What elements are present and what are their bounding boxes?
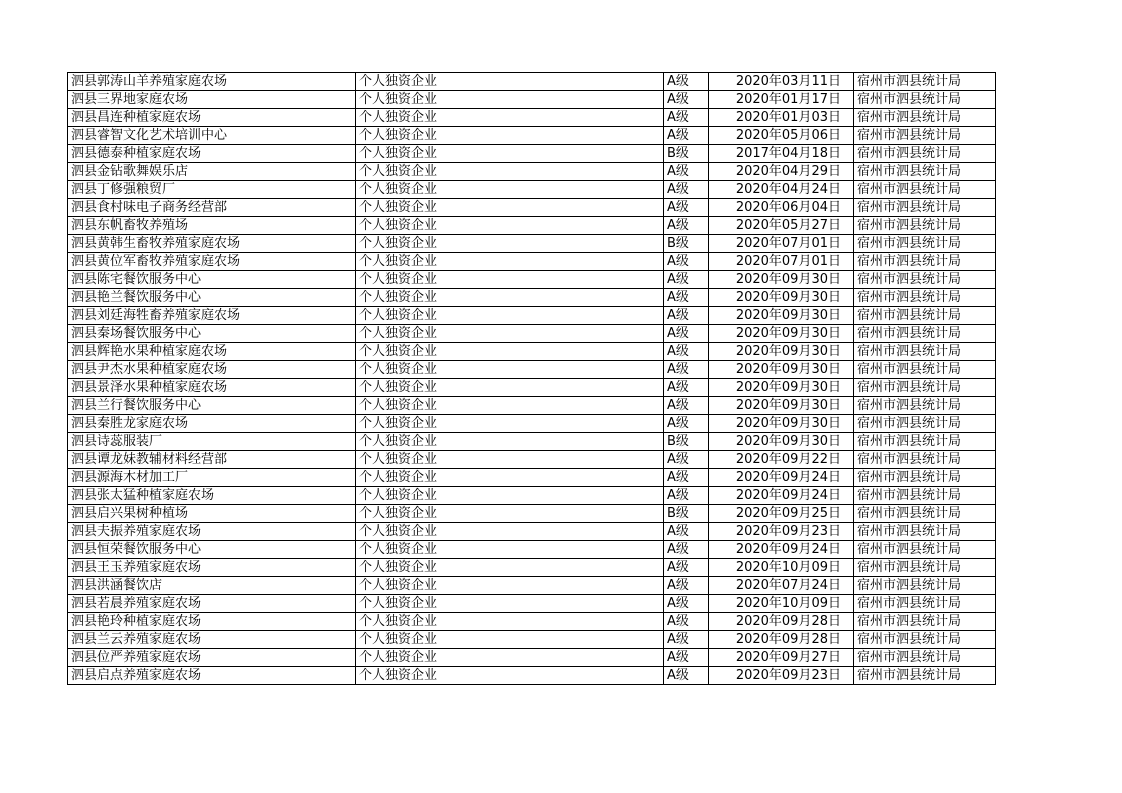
- rating-date-cell: 2020年03月11日: [709, 73, 854, 91]
- enterprise-name-cell: 泗县景泽水果种植家庭农场: [68, 379, 356, 397]
- enterprise-type-cell: 个人独资企业: [356, 613, 664, 631]
- credit-grade-cell: B级: [664, 235, 709, 253]
- credit-grade-cell: A级: [664, 559, 709, 577]
- credit-grade-cell: A级: [664, 109, 709, 127]
- rating-date-cell: 2020年09月30日: [709, 361, 854, 379]
- table-row: [68, 397, 996, 415]
- enterprise-type-cell: 个人独资企业: [356, 415, 664, 433]
- authority-cell: 宿州市泗县统计局: [854, 235, 996, 253]
- authority-cell: 宿州市泗县统计局: [854, 253, 996, 271]
- table-row: [68, 487, 996, 505]
- credit-grade-cell: A级: [664, 415, 709, 433]
- table-body: [68, 73, 996, 685]
- enterprise-name-cell: 泗县恒荣餐饮服务中心: [68, 541, 356, 559]
- enterprise-name-cell: 泗县源海木材加工厂: [68, 469, 356, 487]
- credit-grade-cell: A级: [664, 595, 709, 613]
- rating-date-cell: 2020年06月04日: [709, 199, 854, 217]
- authority-cell: 宿州市泗县统计局: [854, 667, 996, 685]
- credit-grade-cell: A级: [664, 379, 709, 397]
- rating-date-cell: 2020年09月28日: [709, 631, 854, 649]
- enterprise-type-cell: 个人独资企业: [356, 379, 664, 397]
- table-row: [68, 289, 996, 307]
- credit-grade-cell: A级: [664, 487, 709, 505]
- rating-date-cell: 2020年09月30日: [709, 307, 854, 325]
- table-row: [68, 73, 996, 91]
- rating-date-cell: 2020年07月24日: [709, 577, 854, 595]
- enterprise-name-cell: 泗县兰云养殖家庭农场: [68, 631, 356, 649]
- enterprise-type-cell: 个人独资企业: [356, 289, 664, 307]
- credit-grade-cell: A级: [664, 541, 709, 559]
- enterprise-type-cell: 个人独资企业: [356, 253, 664, 271]
- enterprise-type-cell: 个人独资企业: [356, 307, 664, 325]
- enterprise-name-cell: 泗县艳兰餐饮服务中心: [68, 289, 356, 307]
- table-row: [68, 523, 996, 541]
- rating-date-cell: 2020年10月09日: [709, 559, 854, 577]
- authority-cell: 宿州市泗县统计局: [854, 559, 996, 577]
- enterprise-name-cell: 泗县谭龙妹教辅材料经营部: [68, 451, 356, 469]
- table-row: [68, 595, 996, 613]
- enterprise-type-cell: 个人独资企业: [356, 523, 664, 541]
- enterprise-type-cell: 个人独资企业: [356, 127, 664, 145]
- rating-date-cell: 2020年09月27日: [709, 649, 854, 667]
- rating-date-cell: 2020年09月30日: [709, 433, 854, 451]
- table-row: [68, 307, 996, 325]
- authority-cell: 宿州市泗县统计局: [854, 613, 996, 631]
- credit-grade-cell: B级: [664, 505, 709, 523]
- enterprise-name-cell: 泗县启点养殖家庭农场: [68, 667, 356, 685]
- authority-cell: 宿州市泗县统计局: [854, 343, 996, 361]
- enterprise-name-cell: 泗县艳玲种植家庭农场: [68, 613, 356, 631]
- credit-grade-cell: A级: [664, 307, 709, 325]
- enterprise-credit-table: [67, 72, 996, 685]
- table-row: [68, 235, 996, 253]
- table-row: [68, 145, 996, 163]
- authority-cell: 宿州市泗县统计局: [854, 163, 996, 181]
- authority-cell: 宿州市泗县统计局: [854, 145, 996, 163]
- enterprise-name-cell: 泗县郭涛山羊养殖家庭农场: [68, 73, 356, 91]
- enterprise-type-cell: 个人独资企业: [356, 235, 664, 253]
- table-row: [68, 433, 996, 451]
- table-row: [68, 451, 996, 469]
- table-row: [68, 343, 996, 361]
- credit-grade-cell: B级: [664, 145, 709, 163]
- enterprise-name-cell: 泗县夫振养殖家庭农场: [68, 523, 356, 541]
- credit-grade-cell: A级: [664, 271, 709, 289]
- enterprise-type-cell: 个人独资企业: [356, 397, 664, 415]
- authority-cell: 宿州市泗县统计局: [854, 487, 996, 505]
- enterprise-name-cell: 泗县睿智文化艺术培训中心: [68, 127, 356, 145]
- credit-grade-cell: A级: [664, 667, 709, 685]
- enterprise-type-cell: 个人独资企业: [356, 271, 664, 289]
- credit-grade-cell: A级: [664, 343, 709, 361]
- enterprise-name-cell: 泗县陈宅餐饮服务中心: [68, 271, 356, 289]
- enterprise-type-cell: 个人独资企业: [356, 631, 664, 649]
- table-row: [68, 379, 996, 397]
- rating-date-cell: 2020年09月30日: [709, 289, 854, 307]
- enterprise-name-cell: 泗县三界地家庭农场: [68, 91, 356, 109]
- credit-grade-cell: A级: [664, 469, 709, 487]
- rating-date-cell: 2020年09月22日: [709, 451, 854, 469]
- table-row: [68, 127, 996, 145]
- enterprise-type-cell: 个人独资企业: [356, 199, 664, 217]
- authority-cell: 宿州市泗县统计局: [854, 631, 996, 649]
- authority-cell: 宿州市泗县统计局: [854, 415, 996, 433]
- authority-cell: 宿州市泗县统计局: [854, 505, 996, 523]
- authority-cell: 宿州市泗县统计局: [854, 271, 996, 289]
- table-row: [68, 541, 996, 559]
- enterprise-type-cell: 个人独资企业: [356, 487, 664, 505]
- enterprise-name-cell: 泗县辉艳水果种植家庭农场: [68, 343, 356, 361]
- table-row: [68, 217, 996, 235]
- rating-date-cell: 2020年05月06日: [709, 127, 854, 145]
- credit-grade-cell: A级: [664, 631, 709, 649]
- authority-cell: 宿州市泗县统计局: [854, 361, 996, 379]
- credit-grade-cell: A级: [664, 253, 709, 271]
- rating-date-cell: 2020年09月30日: [709, 343, 854, 361]
- enterprise-type-cell: 个人独资企业: [356, 181, 664, 199]
- authority-cell: 宿州市泗县统计局: [854, 433, 996, 451]
- table-row: [68, 199, 996, 217]
- rating-date-cell: 2020年09月25日: [709, 505, 854, 523]
- credit-grade-cell: A级: [664, 73, 709, 91]
- credit-grade-cell: A级: [664, 163, 709, 181]
- authority-cell: 宿州市泗县统计局: [854, 577, 996, 595]
- rating-date-cell: 2020年01月03日: [709, 109, 854, 127]
- rating-date-cell: 2020年09月23日: [709, 523, 854, 541]
- enterprise-name-cell: 泗县张太猛种植家庭农场: [68, 487, 356, 505]
- authority-cell: 宿州市泗县统计局: [854, 127, 996, 145]
- enterprise-type-cell: 个人独资企业: [356, 649, 664, 667]
- rating-date-cell: 2020年09月30日: [709, 325, 854, 343]
- table-row: [68, 325, 996, 343]
- enterprise-name-cell: 泗县兰行餐饮服务中心: [68, 397, 356, 415]
- authority-cell: 宿州市泗县统计局: [854, 181, 996, 199]
- rating-date-cell: 2020年04月29日: [709, 163, 854, 181]
- table-row: [68, 361, 996, 379]
- enterprise-name-cell: 泗县黄位军畜牧养殖家庭农场: [68, 253, 356, 271]
- credit-grade-cell: A级: [664, 451, 709, 469]
- enterprise-name-cell: 泗县尹杰水果种植家庭农场: [68, 361, 356, 379]
- table-row: [68, 631, 996, 649]
- credit-grade-cell: A级: [664, 217, 709, 235]
- table-row: [68, 613, 996, 631]
- enterprise-type-cell: 个人独资企业: [356, 667, 664, 685]
- enterprise-type-cell: 个人独资企业: [356, 595, 664, 613]
- enterprise-name-cell: 泗县王玉养殖家庭农场: [68, 559, 356, 577]
- authority-cell: 宿州市泗县统计局: [854, 541, 996, 559]
- table-row: [68, 271, 996, 289]
- credit-grade-cell: A级: [664, 127, 709, 145]
- enterprise-name-cell: 泗县金钻歌舞娱乐店: [68, 163, 356, 181]
- authority-cell: 宿州市泗县统计局: [854, 307, 996, 325]
- credit-grade-cell: A级: [664, 181, 709, 199]
- credit-grade-cell: A级: [664, 199, 709, 217]
- enterprise-name-cell: 泗县丁修强粮贸厂: [68, 181, 356, 199]
- credit-grade-cell: A级: [664, 397, 709, 415]
- authority-cell: 宿州市泗县统计局: [854, 109, 996, 127]
- credit-grade-cell: A级: [664, 289, 709, 307]
- enterprise-name-cell: 泗县昌连种植家庭农场: [68, 109, 356, 127]
- rating-date-cell: 2020年07月01日: [709, 253, 854, 271]
- authority-cell: 宿州市泗县统计局: [854, 649, 996, 667]
- table-row: [68, 649, 996, 667]
- rating-date-cell: 2020年09月24日: [709, 469, 854, 487]
- enterprise-type-cell: 个人独资企业: [356, 505, 664, 523]
- enterprise-name-cell: 泗县洪涵餐饮店: [68, 577, 356, 595]
- credit-grade-cell: A级: [664, 649, 709, 667]
- enterprise-name-cell: 泗县秦场餐饮服务中心: [68, 325, 356, 343]
- enterprise-type-cell: 个人独资企业: [356, 343, 664, 361]
- enterprise-name-cell: 泗县启兴果树种植场: [68, 505, 356, 523]
- enterprise-name-cell: 泗县若晨养殖家庭农场: [68, 595, 356, 613]
- table-row: [68, 163, 996, 181]
- credit-grade-cell: B级: [664, 433, 709, 451]
- rating-date-cell: 2017年04月18日: [709, 145, 854, 163]
- enterprise-type-cell: 个人独资企业: [356, 91, 664, 109]
- enterprise-type-cell: 个人独资企业: [356, 163, 664, 181]
- authority-cell: 宿州市泗县统计局: [854, 379, 996, 397]
- rating-date-cell: 2020年05月27日: [709, 217, 854, 235]
- table-row: [68, 667, 996, 685]
- authority-cell: 宿州市泗县统计局: [854, 217, 996, 235]
- credit-grade-cell: A级: [664, 613, 709, 631]
- enterprise-name-cell: 泗县食村味电子商务经营部: [68, 199, 356, 217]
- enterprise-name-cell: 泗县秦胜龙家庭农场: [68, 415, 356, 433]
- enterprise-type-cell: 个人独资企业: [356, 73, 664, 91]
- credit-grade-cell: A级: [664, 577, 709, 595]
- rating-date-cell: 2020年09月30日: [709, 379, 854, 397]
- credit-grade-cell: A级: [664, 91, 709, 109]
- rating-date-cell: 2020年09月23日: [709, 667, 854, 685]
- rating-date-cell: 2020年04月24日: [709, 181, 854, 199]
- enterprise-type-cell: 个人独资企业: [356, 559, 664, 577]
- table-row: [68, 505, 996, 523]
- enterprise-type-cell: 个人独资企业: [356, 451, 664, 469]
- enterprise-type-cell: 个人独资企业: [356, 325, 664, 343]
- credit-grade-cell: A级: [664, 523, 709, 541]
- enterprise-type-cell: 个人独资企业: [356, 361, 664, 379]
- authority-cell: 宿州市泗县统计局: [854, 469, 996, 487]
- rating-date-cell: 2020年09月30日: [709, 271, 854, 289]
- authority-cell: 宿州市泗县统计局: [854, 523, 996, 541]
- enterprise-name-cell: 泗县德泰种植家庭农场: [68, 145, 356, 163]
- enterprise-name-cell: 泗县位严养殖家庭农场: [68, 649, 356, 667]
- enterprise-type-cell: 个人独资企业: [356, 469, 664, 487]
- authority-cell: 宿州市泗县统计局: [854, 73, 996, 91]
- table-row: [68, 559, 996, 577]
- enterprise-type-cell: 个人独资企业: [356, 433, 664, 451]
- authority-cell: 宿州市泗县统计局: [854, 451, 996, 469]
- enterprise-type-cell: 个人独资企业: [356, 577, 664, 595]
- table-row: [68, 469, 996, 487]
- enterprise-type-cell: 个人独资企业: [356, 217, 664, 235]
- enterprise-name-cell: 泗县诗蕊服装厂: [68, 433, 356, 451]
- rating-date-cell: 2020年09月28日: [709, 613, 854, 631]
- credit-grade-cell: A级: [664, 361, 709, 379]
- table-row: [68, 253, 996, 271]
- authority-cell: 宿州市泗县统计局: [854, 91, 996, 109]
- authority-cell: 宿州市泗县统计局: [854, 595, 996, 613]
- table-row: [68, 109, 996, 127]
- enterprise-type-cell: 个人独资企业: [356, 109, 664, 127]
- rating-date-cell: 2020年09月24日: [709, 541, 854, 559]
- table-row: [68, 577, 996, 595]
- rating-date-cell: 2020年09月30日: [709, 397, 854, 415]
- rating-date-cell: 2020年10月09日: [709, 595, 854, 613]
- enterprise-name-cell: 泗县刘廷海牲畜养殖家庭农场: [68, 307, 356, 325]
- enterprise-type-cell: 个人独资企业: [356, 541, 664, 559]
- rating-date-cell: 2020年01月17日: [709, 91, 854, 109]
- table-row: [68, 91, 996, 109]
- credit-grade-cell: A级: [664, 325, 709, 343]
- authority-cell: 宿州市泗县统计局: [854, 397, 996, 415]
- table-row: [68, 181, 996, 199]
- authority-cell: 宿州市泗县统计局: [854, 325, 996, 343]
- enterprise-name-cell: 泗县黄韩生畜牧养殖家庭农场: [68, 235, 356, 253]
- authority-cell: 宿州市泗县统计局: [854, 289, 996, 307]
- rating-date-cell: 2020年09月30日: [709, 415, 854, 433]
- rating-date-cell: 2020年07月01日: [709, 235, 854, 253]
- authority-cell: 宿州市泗县统计局: [854, 199, 996, 217]
- enterprise-type-cell: 个人独资企业: [356, 145, 664, 163]
- enterprise-name-cell: 泗县东帆畜牧养殖场: [68, 217, 356, 235]
- table-row: [68, 415, 996, 433]
- rating-date-cell: 2020年09月24日: [709, 487, 854, 505]
